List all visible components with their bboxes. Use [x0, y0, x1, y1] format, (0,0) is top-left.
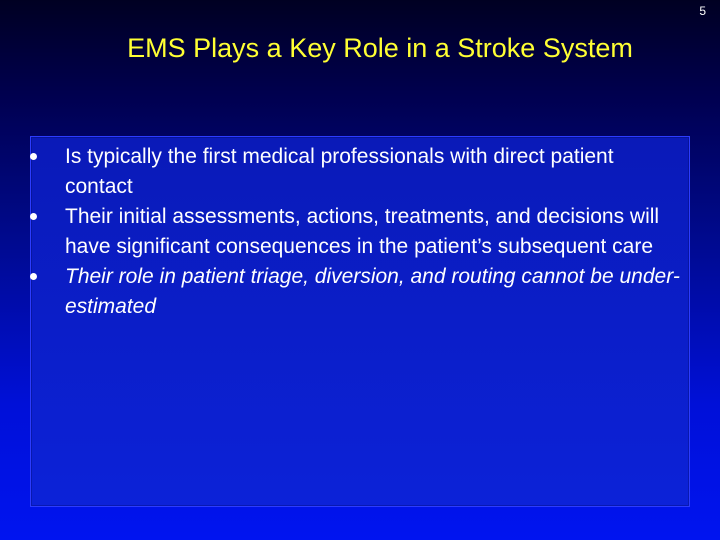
slide-number: 5	[699, 4, 706, 18]
bullet-text: Their role in patient triage, diversion, and routing cannot be under-estimated	[65, 265, 680, 318]
slide-title: EMS Plays a Key Role in a Stroke System	[127, 33, 633, 63]
bullet-point-icon	[30, 273, 37, 280]
bullet-text: Their initial assessments, actions, treatments, and decisions will have significant consequences in the patient’s subsequent care	[65, 205, 660, 258]
bullet-point-icon	[30, 213, 37, 220]
bullet-point-icon	[30, 153, 37, 160]
bullet-item	[30, 262, 680, 322]
bullet-list	[30, 142, 680, 322]
bullet-text: Is typically the first medical professionals with direct patient contact	[65, 145, 614, 198]
bullet-item	[30, 202, 680, 262]
bullet-item	[30, 142, 680, 202]
